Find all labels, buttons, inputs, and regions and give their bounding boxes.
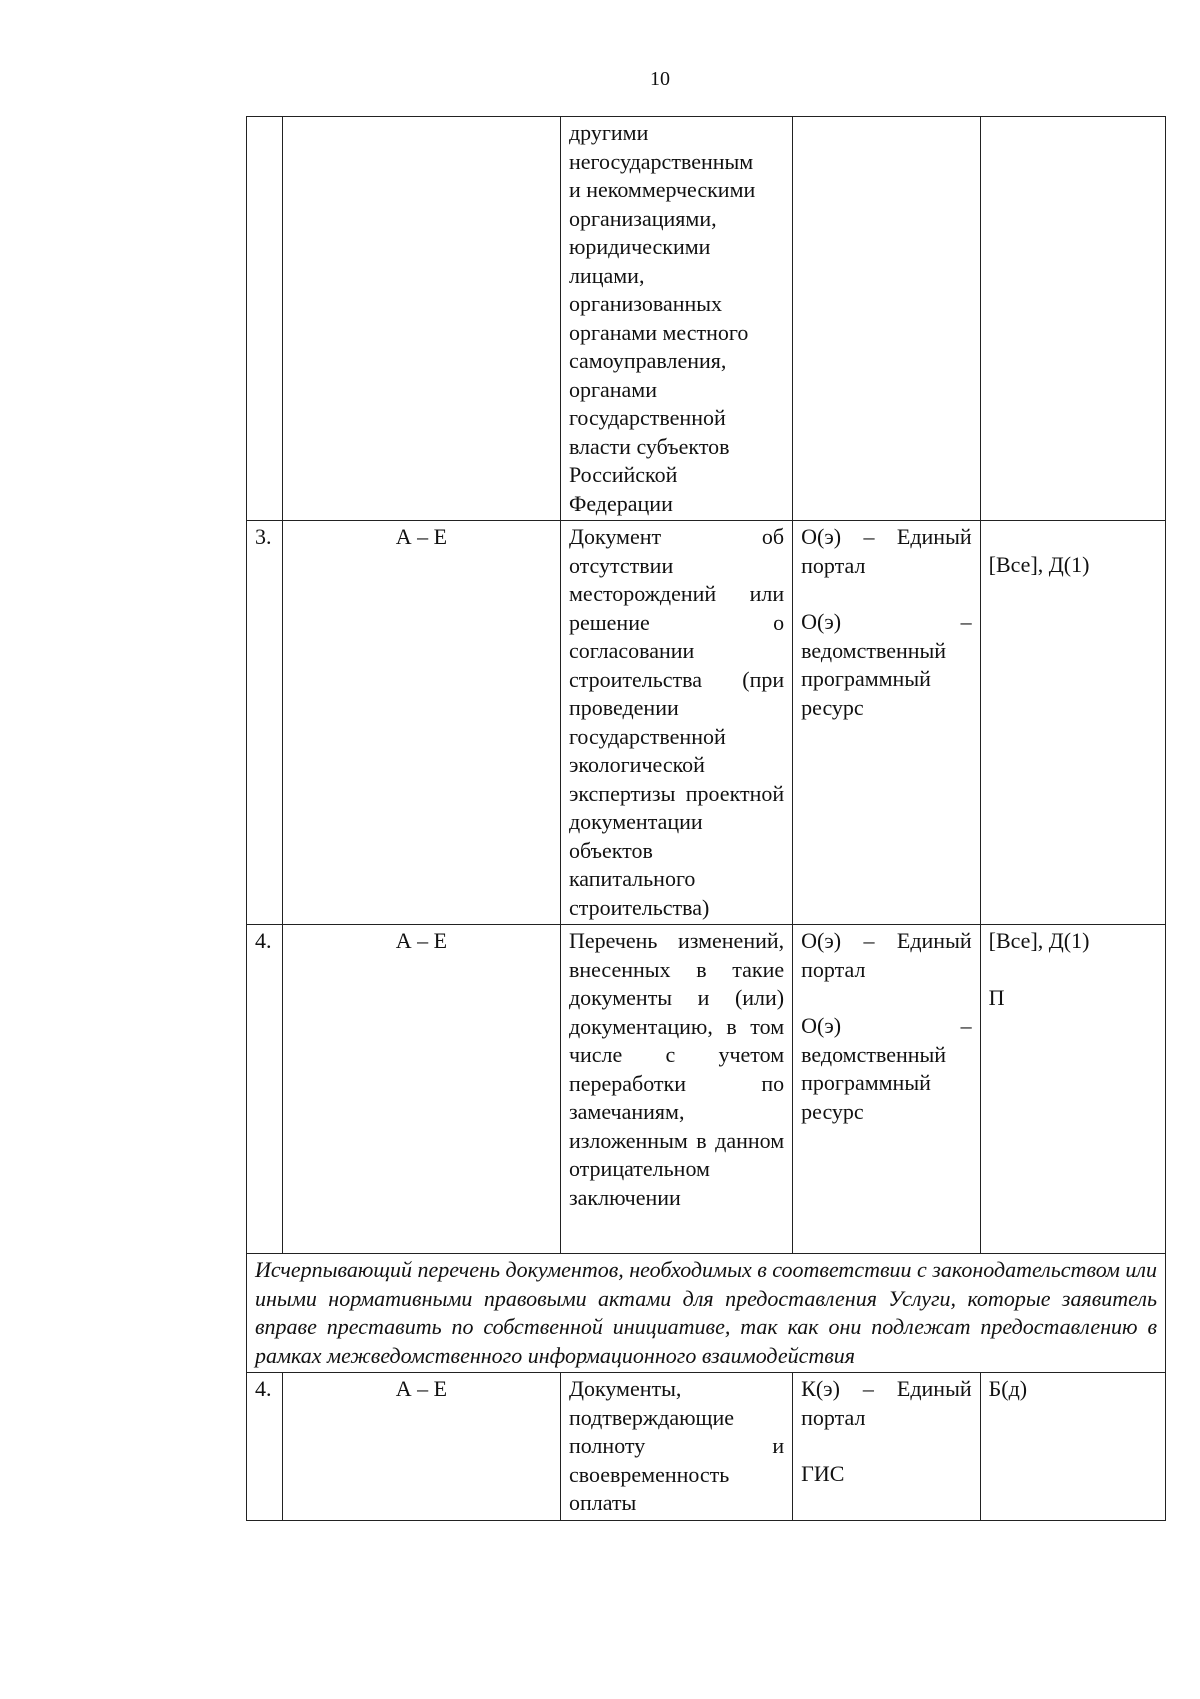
cell-submission bbox=[793, 1373, 981, 1521]
note-line-1: Б(д) bbox=[988, 1376, 1028, 1401]
table-row bbox=[247, 521, 1166, 925]
documents-table bbox=[246, 116, 1166, 1521]
cell-category: А – Е bbox=[282, 925, 560, 1254]
submission-option-2: О(э) – ведомственный программный ресурс bbox=[801, 609, 972, 720]
note-line-1: [Все], Д(1) bbox=[988, 552, 1090, 577]
cell-document: Документы, подтверждающие полноту и своевременность оплаты bbox=[560, 1373, 792, 1521]
cell-num: 3. bbox=[247, 521, 283, 925]
cell-submission bbox=[793, 521, 981, 925]
cell-document: другими негосударственным и некоммерческими организациями, юридическими лицами, организованных органами местного самоуправления, органами государственной власти субъектов Российской Федерации bbox=[560, 117, 792, 521]
cell-note bbox=[980, 925, 1165, 1254]
submission-option-2: ГИС bbox=[801, 1461, 845, 1486]
note-line-2: П bbox=[988, 984, 1005, 1010]
cell-submission bbox=[793, 117, 981, 521]
submission-option-1: К(э) – Единый портал bbox=[801, 1376, 972, 1430]
cell-document: Документ об отсутствии месторождений или решение о согласовании строительства (при проведении государственной экологической экспертизы проектной документации объектов капитального строительства) bbox=[560, 521, 792, 925]
cell-num bbox=[247, 117, 283, 521]
page-number: 10 bbox=[650, 68, 670, 90]
cell-num: 4. bbox=[247, 925, 283, 1254]
table-row bbox=[247, 1373, 1166, 1521]
cell-note bbox=[980, 1373, 1165, 1521]
cell-submission bbox=[793, 925, 981, 1254]
table-row bbox=[247, 925, 1166, 1254]
table-row-continuation bbox=[247, 117, 1166, 521]
cell-document: Перечень изменений, внесенных в такие документы и (или) документацию, в том числе с учетом переработки по замечаниям, изложенным в данном отрицательном заключении bbox=[560, 925, 792, 1254]
submission-option-1: О(э) – Единый портал bbox=[801, 524, 972, 578]
note-line-1: [Все], Д(1) bbox=[988, 928, 1090, 953]
section-note: Исчерпывающий перечень документов, необходимых в соответствии с законодательством или иными нормативными правовыми актами для предоставления Услуги, которые заявитель вправе преставить по собственной инициативе, так как они подлежат предоставлению в рамках межведомственного информационного взаимодействия bbox=[247, 1254, 1166, 1373]
cell-category bbox=[282, 117, 560, 521]
cell-num: 4. bbox=[247, 1373, 283, 1521]
section-note-row bbox=[247, 1254, 1166, 1373]
cell-note bbox=[980, 521, 1165, 925]
cell-note bbox=[980, 117, 1165, 521]
cell-category: А – Е bbox=[282, 1373, 560, 1521]
cell-category: А – Е bbox=[282, 521, 560, 925]
submission-option-1: О(э) – Единый портал bbox=[801, 928, 972, 982]
submission-option-2: О(э) – ведомственный программный ресурс bbox=[801, 1013, 972, 1124]
